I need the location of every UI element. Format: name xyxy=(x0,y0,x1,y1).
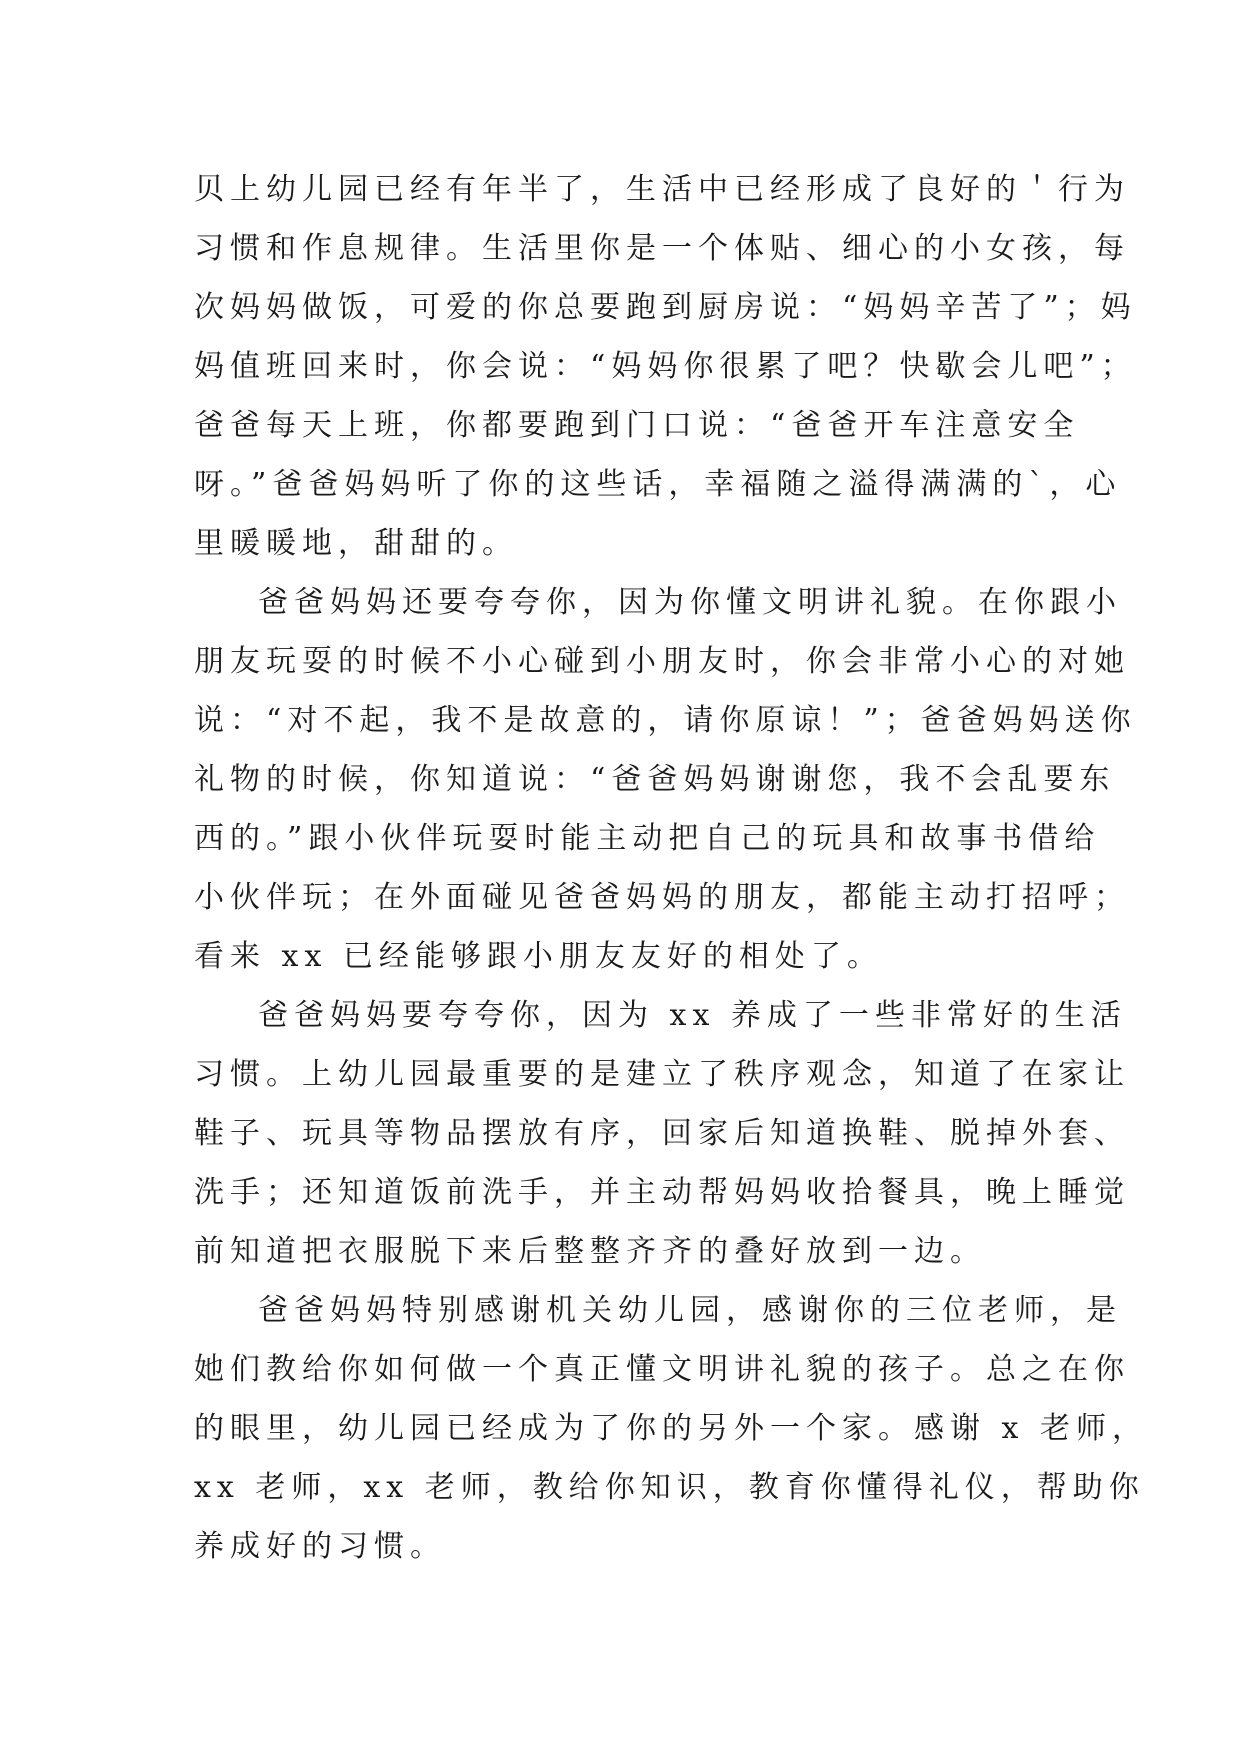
paragraph-line: 爸爸每天上班，你都要跑到门口说：“爸爸开车注意安全 xyxy=(194,408,1080,443)
document-body xyxy=(194,160,1148,1576)
paragraph-line: 说：“对不起，我不是故意的，请你原谅！”；爸爸妈妈送你 xyxy=(194,703,1137,738)
paragraph-line: 呀。”爸爸妈妈听了你的这些话，幸福随之溢得满满的`，心 xyxy=(194,467,1122,502)
paragraph-2 xyxy=(194,573,1137,986)
paragraph-1 xyxy=(194,160,1137,573)
paragraph-line: xx 老师，xx 老师，教给你知识，教育你懂得礼仪，帮助你 xyxy=(194,1470,1145,1505)
paragraph-line: 贝上幼儿园已经有年半了，生活中已经形成了良好的＇行为 xyxy=(194,172,1130,207)
paragraph-line: 前知道把衣服脱下来后整整齐齐的叠好放到一边。 xyxy=(194,1234,986,1269)
paragraph-line: 鞋子、玩具等物品摆放有序，回家后知道换鞋、脱掉外套、 xyxy=(194,1116,1130,1151)
paragraph-4 xyxy=(194,1281,1148,1576)
paragraph-line: 养成好的习惯。 xyxy=(194,1529,446,1564)
paragraph-line: 爸爸妈妈要夸夸你，因为 xx 养成了一些非常好的生活 xyxy=(258,998,1127,1033)
paragraph-line: 她们教给你如何做一个真正懂文明讲礼貌的孩子。总之在你 xyxy=(194,1352,1130,1387)
paragraph-3 xyxy=(194,986,1130,1281)
paragraph-line: 里暖暖地，甜甜的。 xyxy=(194,526,518,561)
paragraph-line: 习惯和作息规律。生活里你是一个体贴、细心的小女孩，每 xyxy=(194,231,1130,266)
paragraph-line: 看来 xx 已经能够跟小朋友友好的相处了。 xyxy=(194,939,883,974)
paragraph-line: 爸爸妈妈特别感谢机关幼儿园，感谢你的三位老师，是 xyxy=(258,1293,1122,1328)
paragraph-line: 爸爸妈妈还要夸夸你，因为你懂文明讲礼貌。在你跟小 xyxy=(258,585,1122,620)
paragraph-line: 的眼里，幼儿园已经成为了你的另外一个家。感谢 x 老师， xyxy=(194,1411,1148,1446)
paragraph-line: 洗手；还知道饭前洗手，并主动帮妈妈收拾餐具，晚上睡觉 xyxy=(194,1175,1130,1210)
paragraph-line: 次妈妈做饭，可爱的你总要跑到厨房说：“妈妈辛苦了”；妈 xyxy=(194,290,1137,325)
paragraph-line: 小伙伴玩；在外面碰见爸爸妈妈的朋友，都能主动打招呼； xyxy=(194,880,1130,915)
paragraph-line: 西的。”跟小伙伴玩耍时能主动把自己的玩具和故事书借给 xyxy=(194,821,1101,856)
paragraph-line: 朋友玩耍的时候不小心碰到小朋友时，你会非常小心的对她 xyxy=(194,644,1130,679)
paragraph-line: 礼物的时候，你知道说：“爸爸妈妈谢谢您，我不会乱要东 xyxy=(194,762,1116,797)
paragraph-line: 习惯。上幼儿园最重要的是建立了秩序观念，知道了在家让 xyxy=(194,1057,1130,1092)
paragraph-line: 妈值班回来时，你会说：“妈妈你很累了吧？快歇会儿吧”； xyxy=(194,349,1137,384)
